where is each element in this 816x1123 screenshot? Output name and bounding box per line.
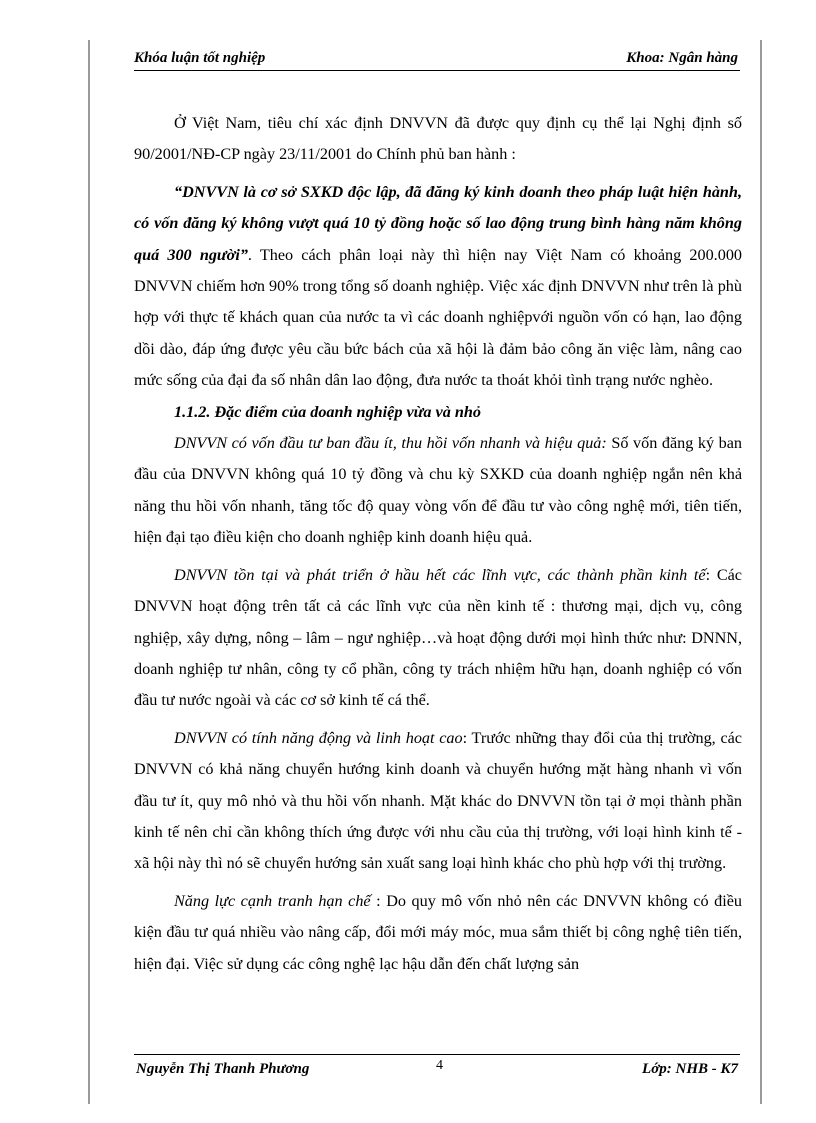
header-faculty: Khoa: Ngân hàng	[626, 50, 738, 66]
flexibility-rest: : Trước những thay đổi của thị trường, các DNVVN có khả năng chuyển hướng kinh doanh và chuyển hướng mặt hàng nhanh vì vốn đầu tư ít, quy mô nhỏ và thu hồi vốn nhanh. Mặt khác do DNVVN tồn tại ở mọi thành phần kinh tế nên chỉ cần không thích ứng được với nhu cầu của thị trường, với loại hình kinh tế - xã hội này thì nó sẽ chuyển hướng sản xuất sang loại hình khác cho phù hợp với thị trường.	[134, 728, 742, 873]
paragraph-flexibility	[134, 723, 742, 880]
paragraph-definition	[134, 177, 742, 397]
definition-quote: “DNVVN là cơ sở SXKD độc lập, đã đăng ký kinh doanh theo pháp luật hiện hành, có vốn đăng ký không vượt quá 10 tỷ đồng hoặc số lao động trung bình hàng năm không quá 300 người”	[134, 182, 742, 264]
paragraph-competitiveness	[134, 886, 742, 980]
page-border-left	[88, 40, 90, 1104]
sectors-rest: : Các DNVVN hoạt động trên tất cả các lĩnh vực của nền kinh tế : thương mại, dịch vụ, công nghiệp, xây dựng, nông – lâm – ngư nghiệp…và hoạt động dưới mọi hình thức như: DNNN, doanh nghiệp tư nhân, công ty cổ phần, công ty trách nhiệm hữu hạn, doanh nghiệp có vốn đầu tư nước ngoài và các cơ sở kinh tế cá thể.	[134, 565, 742, 710]
competitiveness-rest: : Do quy mô vốn nhỏ nên các DNVVN không có điều kiện đầu tư quá nhiều vào nâng cấp, đổi mới máy móc, mua sắm thiết bị công nghệ tiên tiến, hiện đại. Việc sử dụng các công nghệ lạc hậu dẫn đến chất lượng sản	[134, 891, 742, 973]
competitiveness-lead: Năng lực cạnh tranh hạn chế	[174, 891, 371, 910]
body-text	[134, 108, 742, 980]
paragraph-capital	[134, 428, 742, 554]
paragraph-criteria-intro: Ở Việt Nam, tiêu chí xác định DNVVN đã được quy định cụ thể lại Nghị định số 90/2001/NĐ-CP ngày 23/11/2001 do Chính phủ ban hành :	[134, 114, 742, 164]
page-border-right	[760, 40, 762, 1104]
footer-class: Lớp: NHB - K7	[642, 1061, 738, 1077]
paragraph-sectors	[134, 560, 742, 717]
sectors-lead: DNVVN tồn tại và phát triển ở hầu hết các lĩnh vực, các thành phần kinh tế	[174, 565, 706, 584]
definition-rest: . Theo cách phân loại này thì hiện nay Việt Nam có khoảng 200.000 DNVVN chiếm hơn 90% trong tổng số doanh nghiệp. Việc xác định DNVVN như trên là phù hợp với thực tế khách quan của nước ta vì các doanh nghiệpvới nguồn vốn có hạn, lao động dồi dào, đáp ứng được yêu cầu bức bách của xã hội là đảm bảo công ăn việc làm, nâng cao mức sống của đại đa số nhân dân lao động, đưa nước ta thoát khỏi tình trạng nước nghèo.	[134, 245, 743, 390]
page-footer	[134, 1054, 740, 1083]
section-heading: 1.1.2. Đặc điểm của doanh nghiệp vừa và nhỏ	[174, 402, 481, 421]
capital-lead: DNVVN có vốn đầu tư ban đầu ít, thu hồi vốn nhanh và hiệu quả:	[174, 434, 607, 453]
flexibility-lead: DNVVN có tính năng động và linh hoạt cao	[174, 728, 463, 747]
header-thesis-title: Khóa luận tốt nghiệp	[134, 50, 266, 66]
footer-author: Nguyễn Thị Thanh Phương	[136, 1061, 310, 1077]
page-number: 4	[436, 1058, 443, 1073]
capital-rest: Số vốn đăng ký ban đầu của DNVVN không quá 10 tỷ đồng và chu kỳ SXKD của doanh nghiệp ngắn nên khả năng thu hồi vốn nhanh, tăng tốc độ quay vòng vốn để đầu tư vào công nghệ mới, tiên tiến, hiện đại tạo điều kiện cho doanh nghiệp kinh doanh hiệu quả.	[134, 434, 742, 547]
page-header	[134, 48, 740, 71]
